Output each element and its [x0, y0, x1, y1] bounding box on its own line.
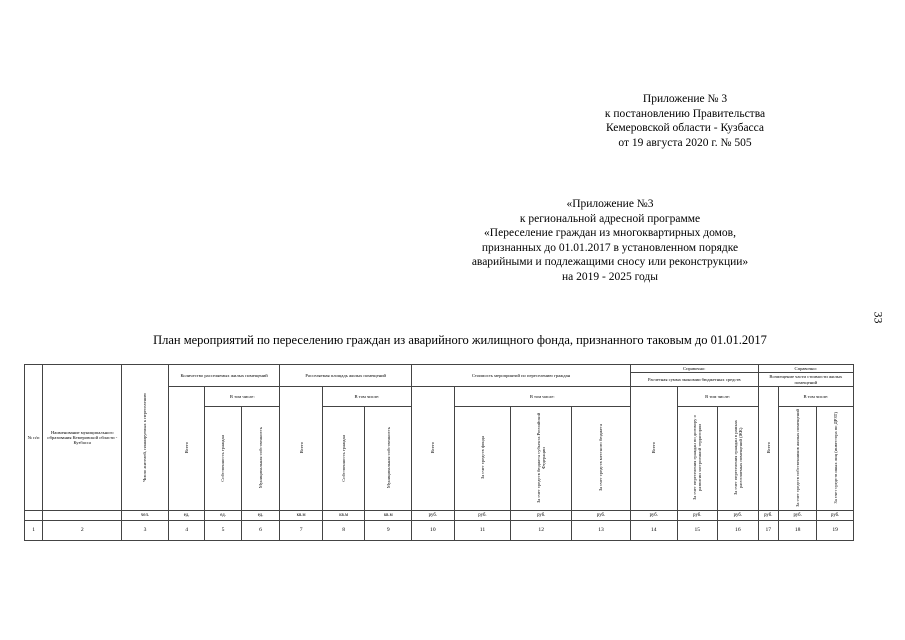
unit-cell: ед.: [241, 511, 280, 521]
unit-cell: чел.: [122, 511, 169, 521]
column-number: 13: [572, 521, 631, 541]
count-mun-text: Муниципальная собственность: [257, 427, 263, 489]
appendix-main-block: [560, 92, 810, 150]
group-count-text: Количество расселяемых жилых помещений: [180, 372, 268, 378]
area-mun-text: Муниципальная собственность: [385, 427, 391, 489]
cost-local: [572, 407, 631, 511]
ref2-a-text: За счет средств собственников жилых помещений: [795, 408, 800, 507]
column-number: 17: [758, 521, 778, 541]
ref2-incl: [778, 387, 853, 407]
column-number: 4: [168, 521, 204, 541]
ref1-total: [630, 387, 677, 511]
cost-local-text: За счет средств местного бюджета: [598, 424, 604, 492]
appendix-main-line4: от 19 августа 2020 г. № 505: [618, 136, 752, 149]
column-number: 19: [817, 521, 854, 541]
column-number: 2: [43, 521, 122, 541]
count-incl-text: В том числе:: [229, 393, 255, 399]
unit-cell: руб.: [572, 511, 631, 521]
area-own-text: Собственность граждан: [341, 434, 347, 482]
header-municipality: [43, 365, 122, 511]
column-number: 18: [778, 521, 817, 541]
appendix-program-line4: признанных до 01.01.2017 в установленном порядке: [481, 241, 739, 254]
group-reference2: [758, 365, 853, 373]
ref1-incl: [677, 387, 758, 407]
cost-total-text: Всего: [430, 442, 436, 454]
column-number: 3: [122, 521, 169, 541]
area-total-text: Всего: [298, 442, 304, 454]
cost-fund-text: За счет средств фонда: [479, 436, 485, 480]
unit-cell: руб.: [758, 511, 778, 521]
cost-incl: [454, 387, 630, 407]
page-number: 33: [871, 311, 886, 324]
resettlement-plan-table: [24, 364, 854, 541]
area-total: [280, 387, 323, 511]
count-mun: [241, 407, 280, 511]
count-incl: [205, 387, 280, 407]
group-reference1-sub-text: Расчетная сумма экономии бюджетных средств: [647, 376, 741, 382]
ref2-a: [778, 407, 817, 511]
document-title: План мероприятий по переселению граждан из аварийного жилищного фонда, признанного таковым до 01.01.2017: [153, 333, 767, 347]
column-number: 7: [280, 521, 323, 541]
group-reference2-sub-text: Возмещение части стоимости жилых помещений: [769, 374, 843, 385]
area-own: [322, 407, 365, 511]
ref1-b-text: За счет переселения граждан в рамках расселяемых помещений (ЖК): [732, 420, 743, 496]
unit-cell: руб.: [677, 511, 718, 521]
ref2-incl-text: В том числе:: [803, 393, 829, 399]
area-incl: [322, 387, 411, 407]
appendix-main-line1: Приложение № 3: [642, 93, 728, 105]
ref2-b: [817, 407, 854, 511]
column-number: 14: [630, 521, 677, 541]
unit-cell: руб.: [511, 511, 572, 521]
group-reference1-sub: [630, 373, 758, 387]
group-area-text: Расселяемая площадь жилых помещений: [305, 372, 386, 378]
column-number: 1: [25, 521, 43, 541]
column-number: 9: [365, 521, 412, 541]
header-people-text: Число жителей, планируемых к переселению: [142, 392, 148, 482]
cost-incl-text: В том числе:: [529, 393, 555, 399]
cost-total: [412, 387, 455, 511]
ref1-total-text: Всего: [651, 442, 657, 454]
column-number: 15: [677, 521, 718, 541]
ref2-b-text: За счет средств иных лиц (инвестора по ДРЗТ): [832, 412, 838, 504]
column-number: 12: [511, 521, 572, 541]
ref1-b: [718, 407, 759, 511]
header-municipality-text: Наименование муниципального образования Кемеровской области - Кузбасса: [47, 429, 118, 446]
count-total: [168, 387, 204, 511]
appendix-program-line6: на 2019 - 2025 годы: [561, 270, 658, 283]
header-no: [25, 365, 43, 511]
appendix-program-line1: «Приложение №3: [566, 198, 654, 210]
unit-cell: руб.: [412, 511, 455, 521]
ref2-total-text: Всего: [765, 442, 771, 454]
unit-cell: руб.: [630, 511, 677, 521]
appendix-program-line2: к региональной адресной программе: [519, 212, 701, 225]
column-number: 10: [412, 521, 455, 541]
column-number: 5: [205, 521, 241, 541]
appendix-program-line5: аварийными и подлежащими сносу или реконструкции»: [471, 256, 749, 268]
ref2-total: [758, 387, 778, 511]
appendix-main-line2: к постановлению Правительства: [604, 107, 766, 120]
count-own-text: Собственность граждан: [220, 434, 226, 482]
column-number: 16: [718, 521, 759, 541]
unit-cell: руб.: [454, 511, 511, 521]
count-total-text: Всего: [184, 442, 189, 454]
group-reference2-text: Справочно:: [794, 365, 818, 371]
cost-fed-text: За счет средств бюджета субъекта Российской Федерации: [536, 412, 547, 503]
unit-cell: кв.м: [280, 511, 323, 521]
cost-fund: [454, 407, 511, 511]
unit-cell: ед.: [168, 511, 204, 521]
group-reference2-sub: [758, 373, 853, 387]
group-cost-text: Стоимость мероприятий по переселению граждан: [471, 372, 571, 378]
ref1-incl-text: В том числе:: [705, 393, 730, 399]
group-area: [280, 365, 412, 387]
units-row: [25, 511, 854, 521]
unit-cell: ед.: [205, 511, 241, 521]
area-mun: [365, 407, 412, 511]
ref1-a: [677, 407, 718, 511]
area-incl-text: В том числе:: [354, 393, 380, 399]
group-reference1-text: Справочно:: [683, 365, 706, 371]
column-numbers-row: [25, 521, 854, 541]
appendix-program-block: [400, 197, 820, 284]
unit-cell: руб.: [718, 511, 759, 521]
unit-cell: кв.м: [322, 511, 365, 521]
column-number: 8: [322, 521, 365, 541]
column-number: 11: [454, 521, 511, 541]
column-number: 6: [241, 521, 280, 541]
count-own: [205, 407, 241, 511]
cost-fed: [511, 407, 572, 511]
header-no-text: № п/п: [27, 434, 40, 440]
group-reference1: [630, 365, 758, 373]
group-cost: [412, 365, 631, 387]
appendix-main-line3: Кемеровской области - Кузбасса: [606, 122, 764, 134]
unit-cell: руб.: [817, 511, 854, 521]
header-people: [122, 365, 169, 511]
unit-cell: кв.м: [365, 511, 412, 521]
group-count: [168, 365, 279, 387]
appendix-program-line3: «Переселение граждан из многоквартирных домов,: [484, 227, 736, 239]
unit-cell-empty: [43, 511, 122, 521]
ref1-a-text: За счет переселения граждан по договору о развитии застроенной территории: [692, 415, 703, 501]
unit-cell: руб.: [778, 511, 817, 521]
unit-cell-empty: [25, 511, 43, 521]
